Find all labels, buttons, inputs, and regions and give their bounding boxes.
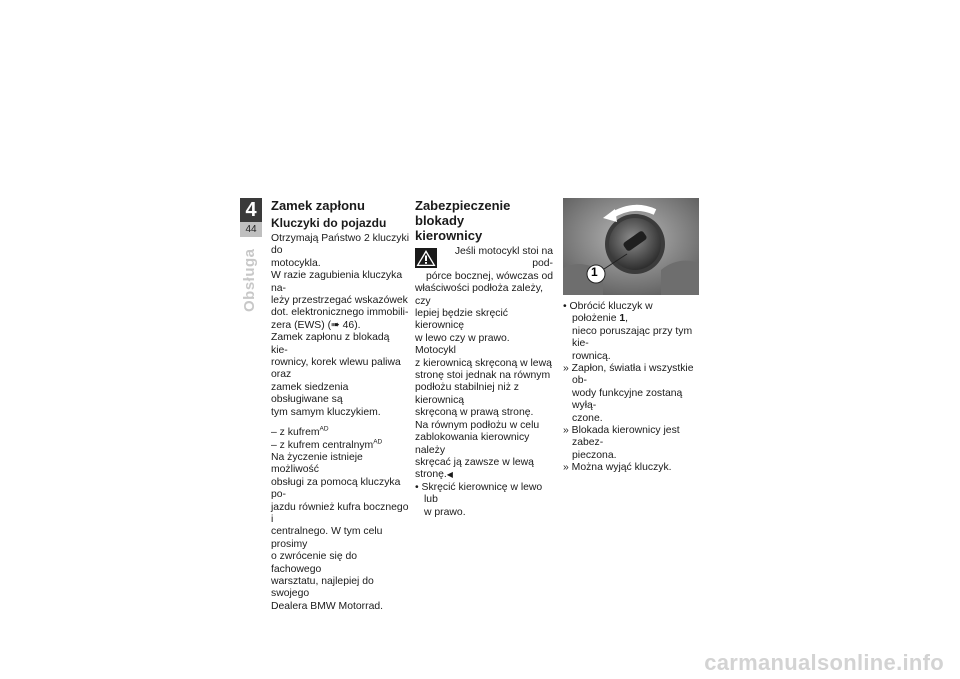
text-line: z kierownicą skręconą w lewą bbox=[415, 357, 552, 369]
text-line: warsztatu, najlepiej do swojego bbox=[271, 575, 374, 600]
text-line: Zamek zapłonu z blokadą kie- bbox=[271, 332, 390, 356]
text-line: zamek siedzenia obsługiwane są bbox=[271, 381, 349, 406]
text-line: leży przestrzegać wskazówek bbox=[271, 295, 408, 307]
dash-item: – z kufrem$^{AD}$ bbox=[271, 425, 329, 439]
section-label: Obsługa bbox=[241, 248, 258, 312]
text-line: jazdu również kufra bocznego i bbox=[271, 501, 409, 525]
text-line: skręcać ją zawsze w lewą bbox=[415, 456, 534, 468]
column-ignition bbox=[271, 198, 409, 613]
text-line: w lewo czy w prawo. Motocykl bbox=[415, 332, 510, 357]
text-line: Na równym podłożu w celu bbox=[415, 419, 540, 431]
bullet-item: • Skręcić kierownicę w lewo lub w prawo. bbox=[415, 481, 543, 518]
ignition-lock-photo bbox=[563, 198, 699, 295]
text-line: stronę stoi jednak na równym bbox=[415, 370, 551, 382]
result-item: » Zapłon, światła i wszystkie ob- wody funkcyjne zostaną wyłą- czone. bbox=[563, 363, 694, 424]
text-line: centralnego. W tym celu prosimy bbox=[271, 526, 383, 550]
text-line: o zwrócenie się do fachowego bbox=[271, 551, 358, 575]
text-line: W razie zagubienia kluczyka na- bbox=[271, 270, 403, 294]
photo-callout-number: 1 bbox=[591, 265, 598, 279]
text-line: skręconą w prawą stronę. bbox=[415, 407, 534, 419]
text-line: Otrzymają Państwo 2 kluczyki do bbox=[271, 233, 410, 257]
page-reference-arrow-icon: ➠ bbox=[331, 319, 340, 331]
option-marker: AD bbox=[319, 425, 329, 433]
text-line: Dealera BMW Motorrad. bbox=[271, 600, 384, 612]
text-line: właściwości podłoża zależy, czy bbox=[415, 283, 544, 307]
text-line: obsługi za pomocą kluczyka po- bbox=[271, 476, 401, 501]
text-line: podłożu stabilniej niż z kierownicą bbox=[415, 382, 519, 406]
text-line: stronę.◀ bbox=[415, 469, 453, 481]
text-line: dot. elektronicznego immobili- bbox=[271, 307, 409, 319]
chapter-number: 4 bbox=[240, 198, 262, 222]
column-steering-lock bbox=[415, 198, 553, 519]
end-of-section-icon: ◀ bbox=[446, 470, 453, 480]
text-line: Jeśli motocykl stoi na pod- bbox=[454, 246, 553, 270]
warning-icon bbox=[415, 248, 437, 268]
result-item: » Można wyjąć kluczyk. bbox=[563, 462, 672, 474]
text-line: lepiej będzie skręcić kierownicę bbox=[415, 308, 508, 332]
subsection-title: Kluczyki do pojazdu bbox=[271, 216, 387, 230]
text-line: motocykla. bbox=[271, 257, 321, 269]
page-number: 44 bbox=[240, 222, 262, 237]
text-line: zablokowania kierownicy należy bbox=[415, 432, 530, 456]
page-reference-link[interactable]: 46). bbox=[339, 319, 361, 331]
section-title: Zabezpieczenie blokady kierownicy bbox=[415, 198, 511, 243]
warning-block bbox=[415, 246, 553, 283]
dash-item: – z kufrem centralnym$^{AD}$ bbox=[271, 438, 383, 451]
section-title: Zamek zapłonu bbox=[271, 198, 365, 213]
text-line: Na życzenie istnieje możliwość bbox=[271, 451, 363, 476]
bullet-item: • Obrócić kluczyk w położenie 1, nieco poruszając przy tym kie- rownicą. bbox=[563, 301, 693, 362]
text-line: tym samym kluczykiem. bbox=[271, 406, 381, 418]
text-line-reference: zera (EWS) (➠ 46). bbox=[271, 319, 361, 331]
text-line: pórce bocznej, wówczas od bbox=[425, 270, 553, 282]
option-marker: AD bbox=[373, 438, 383, 446]
result-item: » Blokada kierownicy jest zabez- pieczona. bbox=[563, 425, 680, 461]
column-instruction bbox=[563, 198, 699, 475]
watermark: carmanualsonline.info bbox=[704, 650, 944, 675]
text-line: rownicy, korek wlewu paliwa oraz bbox=[271, 357, 401, 381]
